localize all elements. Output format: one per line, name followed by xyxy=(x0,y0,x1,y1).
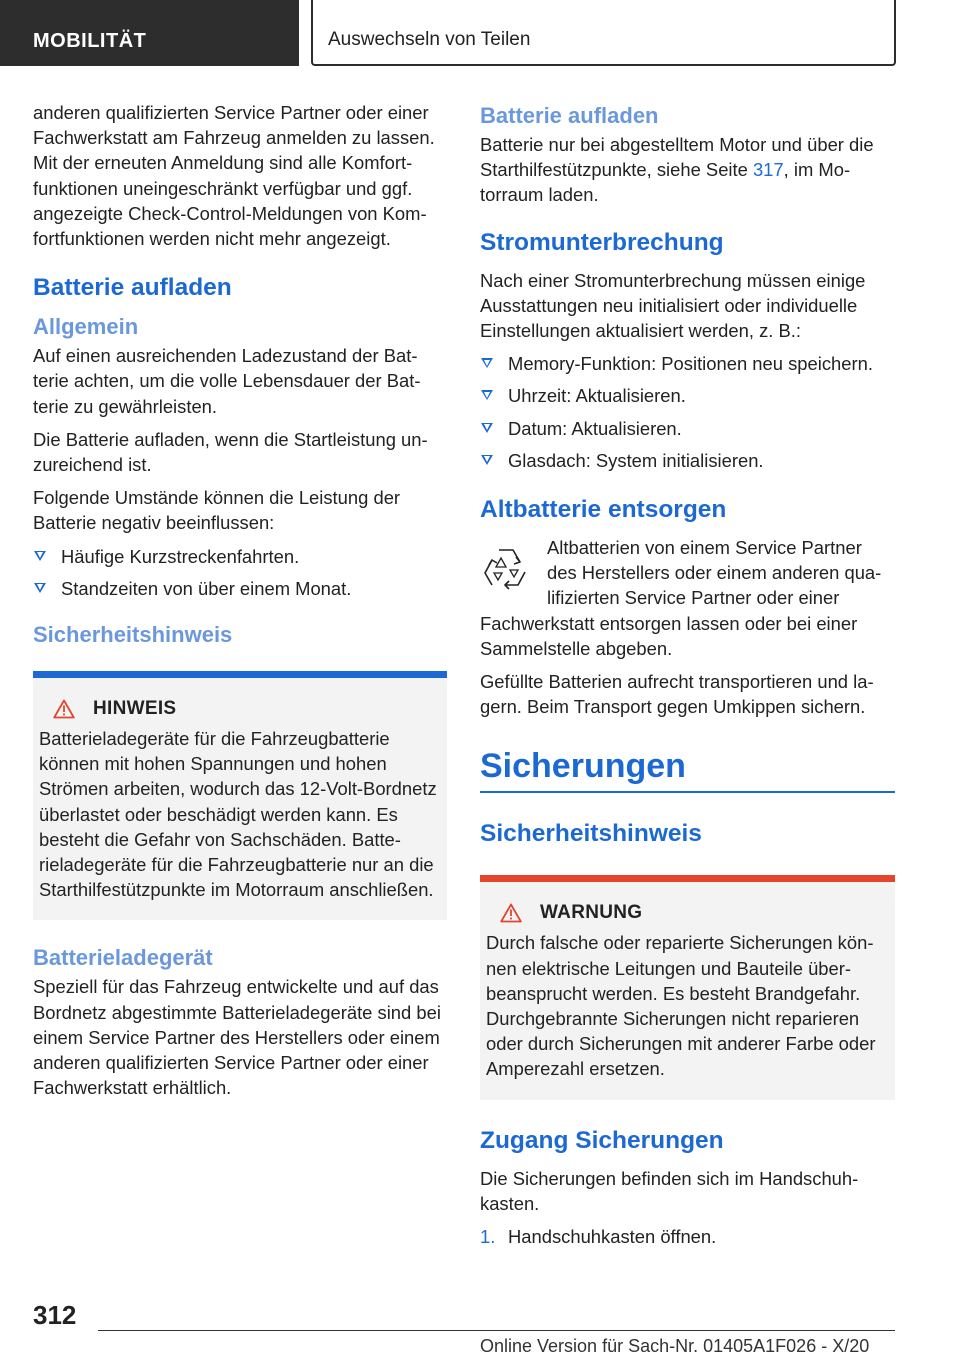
footer-text: Online Version für Sach-Nr. 01405A1F026 - X/20 xyxy=(480,1336,870,1356)
warning-header xyxy=(486,902,885,924)
page-header xyxy=(0,0,960,66)
heading-safety-note: Sicherheitshinweis xyxy=(33,622,233,648)
recycle-icon xyxy=(480,543,532,595)
page-number: 312 xyxy=(33,1300,77,1330)
heading-fuse-access: Zugang Sicherungen xyxy=(480,1126,724,1154)
list-item: Memory-Funktion: Positionen neu speichern. xyxy=(480,351,895,376)
warning-triangle-icon xyxy=(53,699,75,719)
heading-battery-charging: Batterie aufladen xyxy=(33,274,232,302)
right-column xyxy=(480,100,895,1249)
general-paragraph-3: Folgende Umstände können die Leistung der Batterie negativ beeinflussen: xyxy=(33,487,401,534)
access-paragraph: Die Sicherungen befinden sich im Handschuhkasten. xyxy=(480,1167,859,1214)
heading-battery-charging-right: Batterie aufladen xyxy=(480,103,659,128)
heading-fuses: Sicherungen xyxy=(480,745,895,793)
notice-header xyxy=(39,698,437,720)
triangle-bullet-icon xyxy=(34,551,46,561)
heading-battery-charger: Batterieladegerät xyxy=(33,945,213,971)
section-tab: MOBILITÄT xyxy=(0,0,299,66)
general-paragraph-2: Die Batterie aufladen, wenn die Startleistung unzureichend ist. xyxy=(33,428,428,476)
warning-title: WARNUNG xyxy=(540,902,643,924)
heading-old-battery: Altbatterie entsorgen xyxy=(480,496,727,524)
notice-text: Batterieladegeräte für die Fahrzeugbatterie können mit hohen Spannungen und hohen Strömen arbeiten, wodurch das 12-Volt-Bordnetz überlastet oder beschädigt werden kann. Es besteht die Gefahr von Sachschäden. Batterieladegeräte für die Fahrzeugbatterie nur an die Starthilfestützpunkte im Motorraum anschließen. xyxy=(39,728,437,901)
chapter-tab: Auswechseln von Teilen xyxy=(311,0,896,66)
list-item: Häufige Kurzstreckenfahrten. xyxy=(33,544,447,569)
old-battery-indent-text: Altbatterien von einem Service Partner des Herstellers oder einem anderen qualifizierten Service Partner oder einer xyxy=(547,537,882,609)
steps-list xyxy=(480,1224,895,1249)
warning-box xyxy=(480,875,895,1099)
recycle-block xyxy=(480,535,895,661)
triangle-bullet-icon xyxy=(481,455,493,465)
charger-paragraph: Speziell für das Fahrzeug entwickelte und auf das Bordnetz abgestimmte Batterieladegeräte sind bei einem Service Partner des Herstellers oder einem anderen qualifizierten Service Partner oder einer Fachwerkstatt erhältlich. xyxy=(33,976,441,1099)
charge-paragraph: Batterie nur bei abgestelltem Motor und über die Starthilfestützpunkte, siehe Seite 317, im Motorraum laden. xyxy=(480,134,874,206)
general-paragraph-1: Auf einen ausreichenden Ladezustand der Batterie achten, um die volle Lebensdauer der Batterie zu gewährleisten. xyxy=(33,345,421,417)
list-item: Datum: Aktualisieren. xyxy=(480,416,895,441)
notice-title: HINWEIS xyxy=(93,698,177,720)
step-item: 1. Handschuhkasten öffnen. xyxy=(480,1224,895,1249)
heading-power-interruption: Stromunterbrechung xyxy=(480,228,724,256)
heading-fuse-safety: Sicherheitshinweis xyxy=(480,820,702,848)
triangle-bullet-icon xyxy=(481,358,493,368)
old-battery-text: Fachwerkstatt entsorgen lassen oder bei einer Sammelstelle abgeben. xyxy=(480,612,858,659)
list-item: Glasdach: System initialisieren. xyxy=(480,448,895,473)
intro-paragraph: anderen qualifizierten Service Partner oder einer Fachwerkstatt am Fahrzeug anmelden zu lassen. Mit der erneuten Anmeldung sind alle Komfortfunktionen uneingeschränkt verfügbar und ggf. angezeigte Check-Control-Meldungen von Komfortfunktionen werden nicht mehr angezeigt. xyxy=(33,102,435,250)
warning-triangle-icon xyxy=(500,903,522,923)
general-list xyxy=(33,544,447,601)
old-battery-paragraph-2: Gefüllte Batterien aufrecht transportieren und lagern. Beim Transport gegen Umkippen sichern. xyxy=(480,671,874,718)
left-column xyxy=(33,100,447,1108)
triangle-bullet-icon xyxy=(34,583,46,593)
triangle-bullet-icon xyxy=(481,390,493,400)
list-item: Standzeiten von über einem Monat. xyxy=(33,576,447,601)
power-paragraph: Nach einer Stromunterbrechung müssen einige Ausstattungen neu initialisiert oder individuelle Einstellungen aktualisiert werden, z. B.: xyxy=(480,269,866,342)
heading-general: Allgemein xyxy=(33,314,139,340)
page-link[interactable]: 317 xyxy=(752,159,784,181)
warning-text: Durch falsche oder reparierte Sicherungen können elektrische Leitungen und Bauteile überbeansprucht werden. Es besteht Brandgefahr. Durchgebrannte Sicherungen nicht reparieren oder durch Sicherungen mit anderer Farbe oder Amperezahl ersetzen. xyxy=(486,932,876,1080)
footer-divider xyxy=(98,1330,895,1331)
triangle-bullet-icon xyxy=(481,423,493,433)
power-list xyxy=(480,351,895,473)
step-number: 1. xyxy=(480,1226,496,1248)
list-item: Uhrzeit: Aktualisieren. xyxy=(480,383,895,408)
notice-box xyxy=(33,671,447,920)
